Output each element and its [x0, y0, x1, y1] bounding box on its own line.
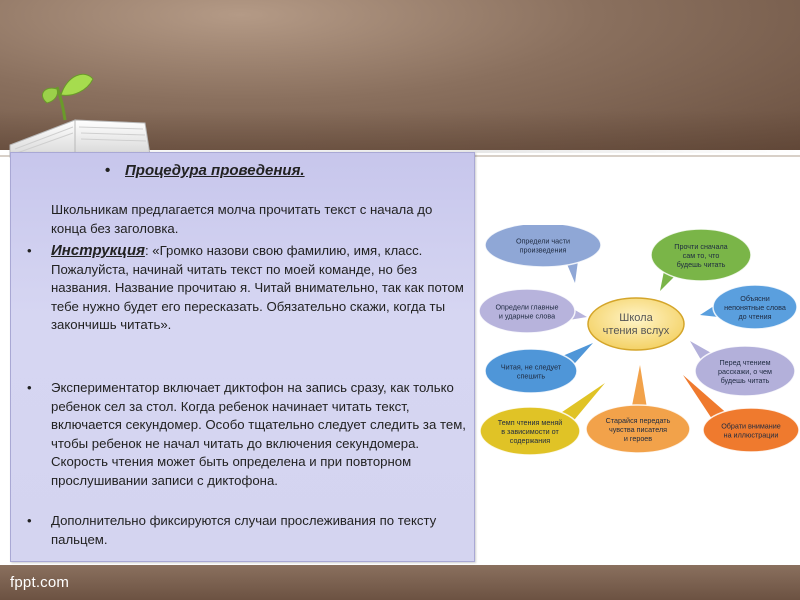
additional-text: Дополнительно фиксируются случаи прослеживания по тексту пальцем.	[51, 513, 437, 547]
bubble-label: Прочти сначала	[674, 242, 728, 251]
footer-band	[0, 565, 800, 600]
bubble-tail	[631, 365, 647, 410]
bubble-label: Старайся передать	[605, 416, 671, 425]
bullet-icon: •	[27, 513, 32, 528]
bubble-label: и героев	[623, 434, 653, 443]
bullet-icon: •	[27, 243, 32, 258]
slide-title-text: Процедура проведения.	[125, 162, 305, 179]
experimenter-text: Экспериментатор включает диктофон на запись сразу, как только ребенок сел за стол. Когда ребенок начинает читать текст, включается секундомер. Особо тщательно следует следить за тем, чтобы ребенок не начал читать до включения секундомера. Скорость чтения может быть определена и при повторном прослушивании записи с диктофона.	[51, 380, 466, 488]
diagram-bubble	[479, 289, 587, 333]
instruction-label: Инструкция	[51, 242, 145, 259]
diagram-bubble	[690, 341, 795, 396]
bubble-label: расскажи, о чем	[718, 367, 772, 376]
bubble-label: Обрати внимание	[721, 421, 781, 431]
book-sprout-icon	[5, 65, 155, 160]
bubble-label: чувства писателя	[608, 425, 668, 434]
bubble-label: будешь читать	[676, 260, 726, 269]
bubble-label: Определи главные	[495, 302, 559, 312]
paragraph-experimenter	[27, 379, 471, 491]
bubble-label: Перед чтением	[719, 358, 771, 367]
bubble-label: сам то, что	[682, 251, 720, 260]
footer-site: fppt.com	[10, 574, 70, 591]
instruction-text: : «Громко назови свою фамилию, имя, класс. Пожалуйста, начинай читать текст по моей команде, но без названия. Название прочитаю я. Читай внимательно, так как потом тебе нужно будет его пересказать. Обязательно скажи, когда ты закончишь читать».	[51, 243, 464, 333]
diagram-bubble	[485, 225, 601, 283]
bubble-label: Читая, не следует	[500, 362, 562, 372]
bubble-label: на иллюстрации	[723, 430, 779, 440]
bubble-label: до чтения	[738, 312, 772, 321]
bubble-label: Определи части	[515, 236, 571, 246]
center-bubble	[588, 298, 684, 350]
bubble-label: непонятные слова	[724, 303, 786, 312]
bullet-icon: •	[105, 162, 111, 179]
diagram-bubble	[651, 229, 751, 291]
bubble-label: и ударные слова	[498, 311, 556, 321]
center-label-line2: чтения вслух	[602, 325, 670, 337]
slide-title	[105, 162, 305, 179]
diagram-bubble	[700, 285, 797, 329]
diagram-bubble	[480, 383, 605, 455]
bubble-label: в зависимости от	[501, 427, 559, 436]
bubble-label: будешь читать	[720, 376, 770, 385]
bubble-label: Объясни	[740, 294, 770, 303]
bullet-icon: •	[27, 380, 32, 395]
paragraph-intro: Школьникам предлагается молча прочитать текст с начала до конца без заголовка.	[51, 202, 433, 236]
diagram-bubble	[586, 365, 690, 453]
paragraph-additional	[27, 512, 471, 549]
bubble-label: содержания	[509, 436, 551, 445]
content-panel	[10, 152, 475, 562]
bubble-label: произведения	[519, 245, 567, 255]
reading-school-diagram	[475, 225, 800, 465]
diagram-bubble	[485, 343, 593, 393]
center-label: Школа	[619, 312, 653, 324]
bubble-label: Темп чтения меняй	[497, 418, 563, 427]
bubble-label: спешить	[516, 371, 546, 381]
paragraph-instruction	[27, 242, 471, 335]
